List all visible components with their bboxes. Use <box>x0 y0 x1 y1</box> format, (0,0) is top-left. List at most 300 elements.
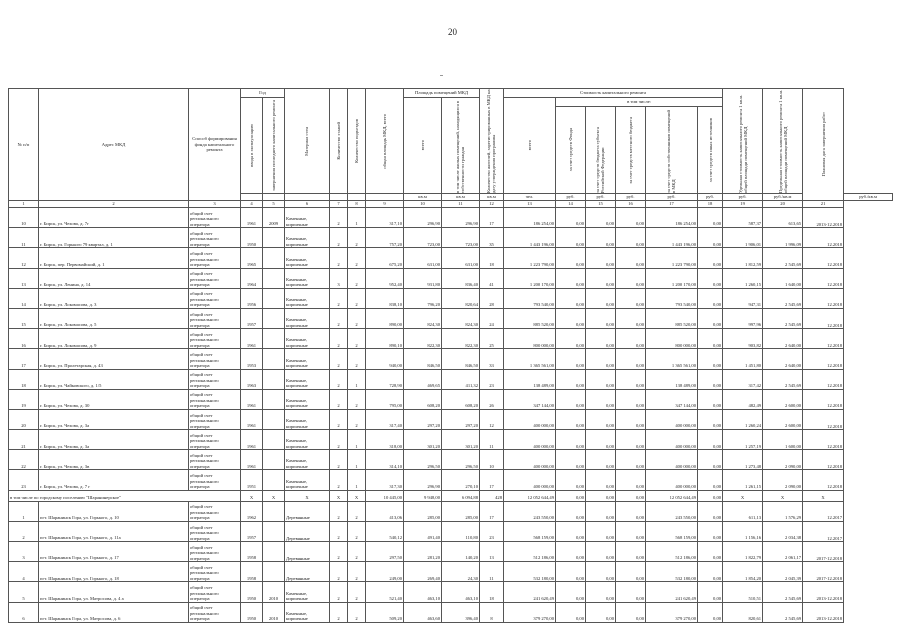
cell-res: 17 <box>480 501 504 521</box>
col-area-owned-header: в том числе жилых помещений, находящихся в собственности граждан <box>455 101 466 193</box>
table-row <box>9 542 893 562</box>
col-num-header: № п/п <box>9 89 39 201</box>
col-number: 10 <box>404 201 442 208</box>
cell-cf: 0,00 <box>556 369 586 389</box>
divider <box>440 75 443 76</box>
cell-ct: 1 223 790,00 <box>504 248 556 268</box>
unit-cell: руб. <box>616 194 646 201</box>
cell-y2 <box>263 248 285 268</box>
col-max-cost-header: Предельная стоимость капитального ремонта 1 кв.м. общей площади помещений МКД <box>777 89 788 193</box>
table-row <box>9 248 893 268</box>
cell-pd: 12.2018 <box>803 329 844 349</box>
cell-uc: 903,82 <box>723 329 763 349</box>
col-number: 4 <box>241 201 263 208</box>
cell-addr: г. Бирск, ул. Чехова, д. 7г <box>39 208 189 228</box>
cell-n: 13 <box>9 268 39 288</box>
cell-uc: 611,13 <box>723 501 763 521</box>
cell-walls: Каменные, кирпичные <box>285 308 330 328</box>
cell-y2 <box>263 349 285 369</box>
subtotal-area-owned: 6 094,88 <box>442 490 480 501</box>
col-number: 2 <box>39 201 189 208</box>
col-floors-header: Количество этажей <box>335 122 341 160</box>
unit-cell: руб. <box>586 194 616 201</box>
cell-y2 <box>263 521 285 541</box>
cell-co: 793 540,00 <box>646 288 698 308</box>
cell-method: общий счет регионального оператора <box>189 409 241 429</box>
cell-addr: г. Бирск, ул. Чехова, д. 3а <box>39 430 189 450</box>
cell-cl: 0,00 <box>616 308 646 328</box>
cell-pd: 12.2018 <box>803 308 844 328</box>
cell-y2 <box>263 470 285 490</box>
cell-fl: 2 <box>330 208 348 228</box>
cell-y1: 1961 <box>241 389 263 409</box>
cell-res: 23 <box>480 521 504 541</box>
cell-ct: 1 443 196,00 <box>504 228 556 248</box>
cell-y2 <box>263 409 285 429</box>
cell-ct: 186 254,00 <box>504 208 556 228</box>
col-address-header: Адрес МКД <box>39 89 189 201</box>
cell-y1: 1964 <box>241 268 263 288</box>
cell-ta: 838,10 <box>366 288 404 308</box>
cell-cf: 0,00 <box>556 248 586 268</box>
cell-aa: 931,80 <box>404 268 442 288</box>
cell-res: 11 <box>480 562 504 582</box>
cell-uc: 1 261,15 <box>723 470 763 490</box>
col-number: 18 <box>698 201 723 208</box>
cell-cr: 0,00 <box>586 369 616 389</box>
cell-method: общий счет регионального оператора <box>189 308 241 328</box>
cell-pd: 12.2018 <box>803 288 844 308</box>
cell-cx: 0,00 <box>698 288 723 308</box>
cell-method: общий счет регионального оператора <box>189 389 241 409</box>
cell-co: 379 270,00 <box>646 602 698 622</box>
cell-cx: 0,00 <box>698 501 723 521</box>
cell-cl: 0,00 <box>616 329 646 349</box>
cell-ta: 890,10 <box>366 329 404 349</box>
cell-y2 <box>263 542 285 562</box>
cell-pd: 2013-12.2018 <box>803 582 844 602</box>
cell-fl: 2 <box>330 308 348 328</box>
page-number: 20 <box>448 27 457 37</box>
cell-cx: 0,00 <box>698 582 723 602</box>
cell-ao: 297,20 <box>442 409 480 429</box>
table-row <box>9 470 893 490</box>
cell-cf: 0,00 <box>556 470 586 490</box>
cell-cr: 0,00 <box>586 542 616 562</box>
cell-en: 2 <box>348 582 366 602</box>
unit-cell: руб./кв.м <box>763 194 803 201</box>
cell-ao: 24,30 <box>442 562 480 582</box>
cell-walls: Каменные, кирпичные <box>285 409 330 429</box>
cell-co: 400 000,00 <box>646 409 698 429</box>
cell-cf: 0,00 <box>556 562 586 582</box>
subtotal-cost-regional: 0,00 <box>586 490 616 501</box>
cell-uc: 1 812,59 <box>723 248 763 268</box>
cell-cl: 0,00 <box>616 369 646 389</box>
cell-ct: 793 540,00 <box>504 288 556 308</box>
cell-ct: 347 144,00 <box>504 389 556 409</box>
cell-walls: Деревянные <box>285 562 330 582</box>
cell-aa: 824,30 <box>404 308 442 328</box>
cell-fl: 3 <box>330 268 348 288</box>
cell-cf: 0,00 <box>556 268 586 288</box>
cell-fl: 2 <box>330 602 348 622</box>
cell-cr: 0,00 <box>586 228 616 248</box>
cell-aa: 281,20 <box>404 542 442 562</box>
col-cost-local-header: за счет средств местного бюджета <box>627 116 633 184</box>
cell-y2 <box>263 308 285 328</box>
cell-ta: 952,40 <box>366 268 404 288</box>
subtotal-x: X <box>348 490 366 501</box>
table-row <box>9 268 893 288</box>
cell-addr: г. Бирск, пер. Первомайский, д. 1 <box>39 248 189 268</box>
cell-n: 5 <box>9 582 39 602</box>
cell-cf: 0,00 <box>556 389 586 409</box>
cell-cr: 0,00 <box>586 349 616 369</box>
cell-en: 2 <box>348 248 366 268</box>
cell-ta: 521,40 <box>366 582 404 602</box>
cell-y1: 1961 <box>241 450 263 470</box>
cell-addr: г. Бирск, ул. Чайковского, д. 1/5 <box>39 369 189 389</box>
cell-walls: Деревянные <box>285 542 330 562</box>
cell-cx: 0,00 <box>698 602 723 622</box>
cell-co: 400 000,00 <box>646 450 698 470</box>
cell-aa: 296,50 <box>404 450 442 470</box>
cell-cr: 0,00 <box>586 329 616 349</box>
cell-fl: 2 <box>330 582 348 602</box>
cell-ta: 890,00 <box>366 308 404 328</box>
cell-en: 2 <box>348 288 366 308</box>
cell-ct: 1 200 170,00 <box>504 268 556 288</box>
cell-ct: 512 186,00 <box>504 542 556 562</box>
cell-n: 15 <box>9 308 39 328</box>
table-row <box>9 409 893 429</box>
cell-ao: 301,20 <box>442 430 480 450</box>
cell-y1: 1957 <box>241 308 263 328</box>
cell-fl: 2 <box>330 542 348 562</box>
cell-res: 24 <box>480 308 504 328</box>
col-plan-date-header: Плановая дата завершения работ <box>820 112 826 177</box>
cell-ta: 757,20 <box>366 228 404 248</box>
cell-ta: 795,00 <box>366 389 404 409</box>
cell-y2 <box>263 501 285 521</box>
cell-cl: 0,00 <box>616 562 646 582</box>
col-number: 16 <box>616 201 646 208</box>
cell-cr: 0,00 <box>586 288 616 308</box>
subtotal-x: X <box>241 490 263 501</box>
cell-addr: пгт. Шаранинск Гора, ул. Горького, д. 10 <box>39 501 189 521</box>
cell-cf: 0,00 <box>556 430 586 450</box>
cell-y1: 1962 <box>241 501 263 521</box>
table-row <box>9 308 893 328</box>
table-row <box>9 228 893 248</box>
col-year-commission-header: ввода в эксплуатацию <box>248 124 254 167</box>
cell-aa: 285,00 <box>404 501 442 521</box>
unit-cell: руб./кв.м <box>844 194 893 201</box>
unit-cell: руб. <box>698 194 723 201</box>
cell-ta: 317,10 <box>366 208 404 228</box>
col-cost-owners-header: за счет средств собственников помещений в МКД <box>666 110 677 193</box>
cell-co: 885 520,00 <box>646 308 698 328</box>
cell-aa: 846,50 <box>404 349 442 369</box>
subtotal-x: X <box>763 490 803 501</box>
cell-n: 10 <box>9 208 39 228</box>
unit-cell: кв.м <box>480 194 504 201</box>
cell-walls: Каменные, кирпичные <box>285 450 330 470</box>
table-row <box>9 450 893 470</box>
col-cost-incl-header: в том числе: <box>556 98 723 107</box>
cell-method: общий счет регионального оператора <box>189 501 241 521</box>
cell-n: 3 <box>9 542 39 562</box>
table-row <box>9 369 893 389</box>
cell-cr: 0,00 <box>586 521 616 541</box>
cell-n: 14 <box>9 288 39 308</box>
cell-cx: 0,00 <box>698 409 723 429</box>
cell-ao: 608,20 <box>442 389 480 409</box>
cell-pd: 12.2018 <box>803 349 844 369</box>
cell-mc: 2 090,00 <box>763 450 803 470</box>
cell-res: 12 <box>480 409 504 429</box>
cell-co: 532 180,00 <box>646 562 698 582</box>
subtotal-residents: 428 <box>480 490 504 501</box>
cell-walls: Каменные, кирпичные <box>285 582 330 602</box>
cell-co: 568 159,00 <box>646 521 698 541</box>
cell-aa: 301,20 <box>404 430 442 450</box>
cell-cl: 0,00 <box>616 409 646 429</box>
cell-en: 1 <box>348 430 366 450</box>
cell-en: 2 <box>348 228 366 248</box>
cell-n: 23 <box>9 470 39 490</box>
cell-aa: 297,20 <box>404 409 442 429</box>
cell-res: 23 <box>480 369 504 389</box>
cell-cf: 0,00 <box>556 288 586 308</box>
cell-en: 1 <box>348 369 366 389</box>
cell-cl: 0,00 <box>616 288 646 308</box>
cell-n: 1 <box>9 501 39 521</box>
cell-uc: 482,49 <box>723 389 763 409</box>
cell-mc: 1 640,00 <box>763 268 803 288</box>
table-body-sharan <box>9 501 893 622</box>
cell-ao: 723,00 <box>442 228 480 248</box>
col-year-header: Год <box>241 89 285 98</box>
cell-ct: 241 620,49 <box>504 582 556 602</box>
cell-cl: 0,00 <box>616 208 646 228</box>
cell-ct: 885 520,00 <box>504 308 556 328</box>
table-row <box>9 582 893 602</box>
col-walls-header: Материал стен <box>304 126 310 156</box>
col-number: 21 <box>803 201 844 208</box>
cell-ao: 463,10 <box>442 582 480 602</box>
cell-cx: 0,00 <box>698 349 723 369</box>
cell-cr: 0,00 <box>586 562 616 582</box>
cell-walls: Каменные, кирпичные <box>285 430 330 450</box>
cell-addr: г. Бирск, ул. Пролетарская, д. 43 <box>39 349 189 369</box>
cell-y1: 1961 <box>241 430 263 450</box>
cell-cr: 0,00 <box>586 430 616 450</box>
col-number: 11 <box>442 201 480 208</box>
cell-fl: 2 <box>330 430 348 450</box>
subtotal-cost-local: 0,00 <box>616 490 646 501</box>
cell-cx: 0,00 <box>698 450 723 470</box>
cell-walls: Каменные, кирпичные <box>285 248 330 268</box>
cell-fl: 2 <box>330 349 348 369</box>
cell-cr: 0,00 <box>586 248 616 268</box>
cell-cf: 0,00 <box>556 542 586 562</box>
cell-method: общий счет регионального оператора <box>189 248 241 268</box>
cell-co: 800 000,00 <box>646 329 698 349</box>
cell-ct: 532 180,00 <box>504 562 556 582</box>
cell-ct: 379 270,00 <box>504 602 556 622</box>
cell-fl: 2 <box>330 288 348 308</box>
cell-cl: 0,00 <box>616 430 646 450</box>
cell-cx: 0,00 <box>698 389 723 409</box>
cell-uc: 1 260,24 <box>723 409 763 429</box>
cell-y1: 1950 <box>241 602 263 622</box>
col-number: 1 <box>9 201 39 208</box>
cell-res: 18 <box>480 248 504 268</box>
cell-n: 22 <box>9 450 39 470</box>
table-row <box>9 208 893 228</box>
cell-method: общий счет регионального оператора <box>189 582 241 602</box>
cell-en: 1 <box>348 470 366 490</box>
cell-cl: 0,00 <box>616 389 646 409</box>
cell-method: общий счет регионального оператора <box>189 288 241 308</box>
cell-aa: 296,90 <box>404 470 442 490</box>
cell-aa: 822,30 <box>404 329 442 349</box>
table-row <box>9 430 893 450</box>
cell-res: 26 <box>480 389 504 409</box>
col-cost-regional-header: за счет средств бюджета субъекта Российской Федерации <box>595 127 606 193</box>
col-number: 15 <box>586 201 616 208</box>
cell-cx: 0,00 <box>698 542 723 562</box>
cell-pd: 12.2018 <box>803 369 844 389</box>
cell-addr: г. Бирск, ул. Чехова, д. 3в <box>39 450 189 470</box>
cell-cf: 0,00 <box>556 450 586 470</box>
cell-co: 1 365 561,00 <box>646 349 698 369</box>
cell-fl: 2 <box>330 521 348 541</box>
cell-res: 10 <box>480 450 504 470</box>
cell-co: 512 186,00 <box>646 542 698 562</box>
cell-cl: 0,00 <box>616 268 646 288</box>
cell-ta: 413,06 <box>366 501 404 521</box>
cell-walls: Каменные, кирпичные <box>285 349 330 369</box>
cell-y2: 2009 <box>263 208 285 228</box>
cell-cr: 0,00 <box>586 470 616 490</box>
cell-y2 <box>263 268 285 288</box>
cell-method: общий счет регионального оператора <box>189 430 241 450</box>
cell-addr: г. Бирск, ул. Локомасова, д. 3 <box>39 288 189 308</box>
cell-n: 11 <box>9 228 39 248</box>
col-number: 6 <box>285 201 330 208</box>
col-unit-cost-header: Удельная стоимость капитального ремонта 1 кв.м. общей площади помещений МКД <box>737 94 748 193</box>
cell-co: 186 254,00 <box>646 208 698 228</box>
cell-n: 12 <box>9 248 39 268</box>
cell-y2 <box>263 450 285 470</box>
table-row <box>9 288 893 308</box>
cell-pd: 12.2018 <box>803 430 844 450</box>
cell-aa: 463,60 <box>404 602 442 622</box>
cell-walls: Деревянные <box>285 501 330 521</box>
cell-uc: 997,96 <box>723 308 763 328</box>
cell-uc: 1 854,20 <box>723 562 763 582</box>
subtotal-cost-owners: 12 052 644,49 <box>646 490 698 501</box>
cell-addr: пгт. Шаранинск Гора, ул. Горького, д. 17 <box>39 542 189 562</box>
col-entrances-header: Количество подъездов <box>353 119 359 163</box>
cell-ta: 314,10 <box>366 450 404 470</box>
cell-pd: 12.2018 <box>803 248 844 268</box>
cell-method: общий счет регионального оператора <box>189 470 241 490</box>
cell-y1: 1961 <box>241 329 263 349</box>
cell-cf: 0,00 <box>556 228 586 248</box>
cell-mc: 2 545,69 <box>763 602 803 622</box>
cell-uc: 1 257,19 <box>723 430 763 450</box>
cell-cf: 0,00 <box>556 501 586 521</box>
col-cost-group-header: Стоимость капитального ремонта <box>504 89 723 98</box>
cell-cf: 0,00 <box>556 329 586 349</box>
cell-mc: 2 640,00 <box>763 329 803 349</box>
cell-mc: 2 545,69 <box>763 288 803 308</box>
cell-n: 21 <box>9 430 39 450</box>
cell-cr: 0,00 <box>586 450 616 470</box>
cell-cf: 0,00 <box>556 409 586 429</box>
cell-pd: 12.2017 <box>803 501 844 521</box>
column-number-row <box>9 201 893 208</box>
cell-ta: 940,00 <box>366 349 404 369</box>
cell-cl: 0,00 <box>616 501 646 521</box>
cell-ta: 249,00 <box>366 562 404 582</box>
cell-addr: г. Бирск, ул. Чехова, д. 7 г <box>39 470 189 490</box>
cell-ta: 728,90 <box>366 369 404 389</box>
cell-cr: 0,00 <box>586 389 616 409</box>
cell-pd: 12.2018 <box>803 409 844 429</box>
cell-ct: 243 550,00 <box>504 501 556 521</box>
cell-cx: 0,00 <box>698 248 723 268</box>
cell-y1: 1951 <box>241 470 263 490</box>
cell-n: 2 <box>9 521 39 541</box>
cell-y2 <box>263 430 285 450</box>
cell-walls: Каменные, кирпичные <box>285 228 330 248</box>
col-number: 17 <box>646 201 698 208</box>
col-area-group-header: Площадь помещений МКД <box>404 89 480 98</box>
table-row <box>9 501 893 521</box>
cell-addr: г. Бирск, ул. Чехова, д. 30 <box>39 389 189 409</box>
cell-cx: 0,00 <box>698 329 723 349</box>
unit-cell: кв.м <box>442 194 480 201</box>
cell-uc: 947,31 <box>723 288 763 308</box>
cell-addr: г. Бирск, ул. Локомасова, д. 9 <box>39 329 189 349</box>
cell-cr: 0,00 <box>586 501 616 521</box>
cell-walls: Деревянные <box>285 521 330 541</box>
cell-res: 13 <box>480 542 504 562</box>
cell-cx: 0,00 <box>698 268 723 288</box>
cell-method: общий счет регионального оператора <box>189 369 241 389</box>
cell-n: 16 <box>9 329 39 349</box>
cell-y2 <box>263 562 285 582</box>
cell-mc: 2 600,00 <box>763 409 803 429</box>
cell-fl: 2 <box>330 248 348 268</box>
cell-cx: 0,00 <box>698 308 723 328</box>
unit-cell: руб. <box>556 194 586 201</box>
cell-method: общий счет регионального оператора <box>189 562 241 582</box>
cell-aa: 608,20 <box>404 389 442 409</box>
cell-ao: 822,30 <box>442 329 480 349</box>
cell-walls: Каменные, кирпичные <box>285 470 330 490</box>
col-number: 14 <box>556 201 586 208</box>
cell-pd: 12.2018 <box>803 450 844 470</box>
cell-cx: 0,00 <box>698 228 723 248</box>
cell-uc: 1 260,15 <box>723 268 763 288</box>
cell-res: 18 <box>480 582 504 602</box>
